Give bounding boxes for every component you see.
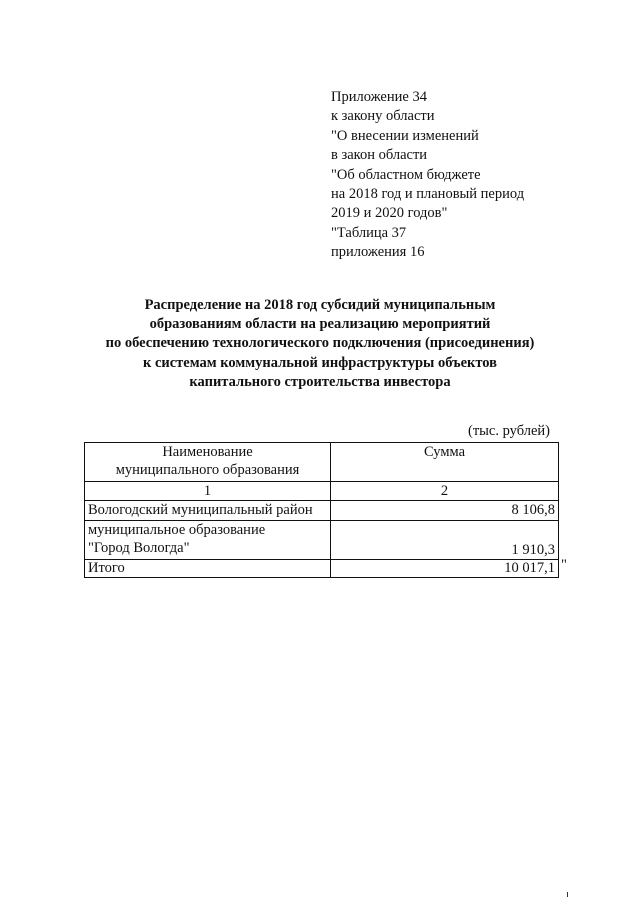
table-row — [85, 521, 559, 560]
row-sum-cell: 8 106,8 — [331, 501, 559, 521]
annex-line: 2019 и 2020 годов" — [331, 205, 448, 222]
title-line: образованиям области на реализацию мероприятий — [149, 316, 491, 333]
annex-line: Приложение 34 — [331, 89, 427, 105]
row-name-cell — [85, 521, 331, 560]
title-line: по обеспечению технологического подключения (присоединения) — [105, 335, 535, 352]
annex-reference — [331, 88, 524, 263]
total-sum: 10 017,1 — [331, 560, 559, 578]
column-number: 1 — [85, 482, 331, 501]
scan-mark — [567, 892, 568, 897]
table-row — [85, 501, 559, 521]
document-title — [60, 296, 580, 392]
title-line: капитального строительства инвестора — [189, 373, 451, 390]
header-name-line: Наименование — [162, 444, 253, 460]
header-sum-cell: Сумма — [331, 443, 559, 482]
column-number-row — [85, 482, 559, 501]
row-name-cell: Вологодский муниципальный район — [85, 501, 331, 521]
annex-line: "Об областном бюджете — [331, 166, 481, 183]
closing-quote: " — [561, 557, 567, 573]
row-sum-cell: 1 910,3 — [331, 521, 559, 560]
header-name-cell — [85, 443, 331, 482]
table-header-row — [85, 443, 559, 482]
units-label: (тыс. рублей) — [468, 423, 550, 439]
subsidy-table — [84, 442, 559, 578]
row-name-line: муниципальное образование — [88, 522, 266, 538]
title-line: к системам коммунальной инфраструктуры объектов — [142, 354, 498, 371]
annex-line: "О внесении изменений — [331, 127, 479, 144]
total-label: Итого — [85, 560, 331, 578]
annex-line: приложения 16 — [331, 244, 425, 261]
title-line: Распределение на 2018 год субсидий муниципальным — [144, 297, 496, 313]
annex-line: "Таблица 37 — [331, 224, 407, 241]
annex-line: в закон области — [331, 147, 428, 164]
row-name-line: "Город Вологда" — [88, 540, 190, 556]
column-number: 2 — [331, 482, 559, 501]
header-name-line: муниципального образования — [115, 462, 300, 478]
annex-line: на 2018 год и плановый период — [331, 186, 525, 203]
total-row — [85, 560, 559, 578]
annex-line: к закону области — [331, 108, 435, 125]
